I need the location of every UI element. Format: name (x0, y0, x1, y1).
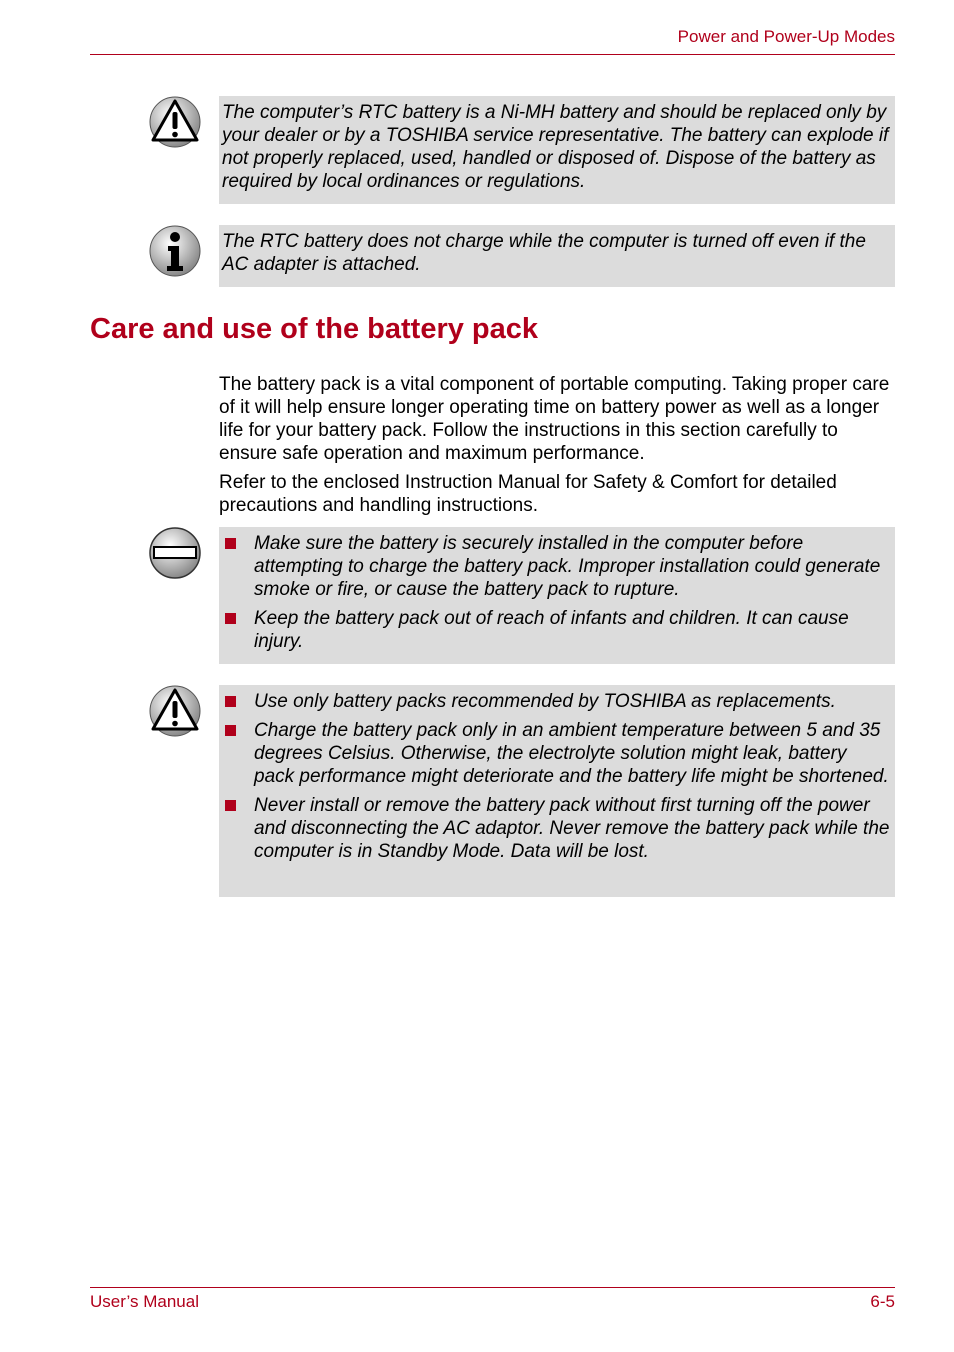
bullet-icon (225, 800, 236, 811)
list-item: Charge the battery pack only in an ambient temperature between 5 and 35 degrees Celsius. Otherwise, the electrolyte solution might leak, battery pack performance might deteriorate and the battery life might be shortened. (222, 719, 891, 788)
intro-paragraph: The battery pack is a vital component of portable computing. Taking proper care of it will help ensure longer operating time on battery power as well as a longer life for your battery pack. Follow the instructions in this section carefully to ensure safe operation and maximum performance. (219, 374, 890, 464)
bullet-icon (225, 725, 236, 736)
danger-box (219, 527, 895, 664)
footer-rule (90, 1287, 895, 1288)
rtc-info-note: The RTC battery does not charge while the computer is turned off even if the AC adapter is attached. (219, 225, 895, 287)
footer-manual-title: User’s Manual (90, 1292, 199, 1311)
rtc-warning-note: The computer’s RTC battery is a Ni-MH battery and should be replaced only by your dealer or by a TOSHIBA service representative. The battery can explode if not properly replaced, used, handled or disposed of. Dispose of the battery as required by local ordinances or regulations. (219, 96, 895, 204)
page-number: 6-5 (870, 1292, 895, 1311)
bullet-icon (225, 538, 236, 549)
list-item: Make sure the battery is securely installed in the computer before attempting to charge the battery pack. Improper installation could generate smoke or fire, or cause the battery pack to rupture. (222, 532, 891, 601)
reference-paragraph: Refer to the enclosed Instruction Manual for Safety & Comfort for detailed precautions and handling instructions. (219, 472, 837, 516)
header-rule (90, 54, 895, 55)
info-icon (148, 224, 202, 278)
prohibited-icon (148, 526, 202, 580)
running-header: Power and Power-Up Modes (677, 27, 895, 46)
bullet-icon (225, 613, 236, 624)
caution-icon (148, 684, 202, 738)
bullet-icon (225, 696, 236, 707)
list-item: Use only battery packs recommended by TOSHIBA as replacements. (222, 690, 891, 713)
list-item: Never install or remove the battery pack without first turning off the power and disconnecting the AC adaptor. Never remove the battery pack while the computer is in Standby Mode. Data will be lost. (222, 794, 891, 863)
caution-box (219, 685, 895, 897)
section-title: Care and use of the battery pack (90, 313, 539, 345)
caution-icon (148, 95, 202, 149)
list-item: Keep the battery pack out of reach of infants and children. It can cause injury. (222, 607, 891, 653)
